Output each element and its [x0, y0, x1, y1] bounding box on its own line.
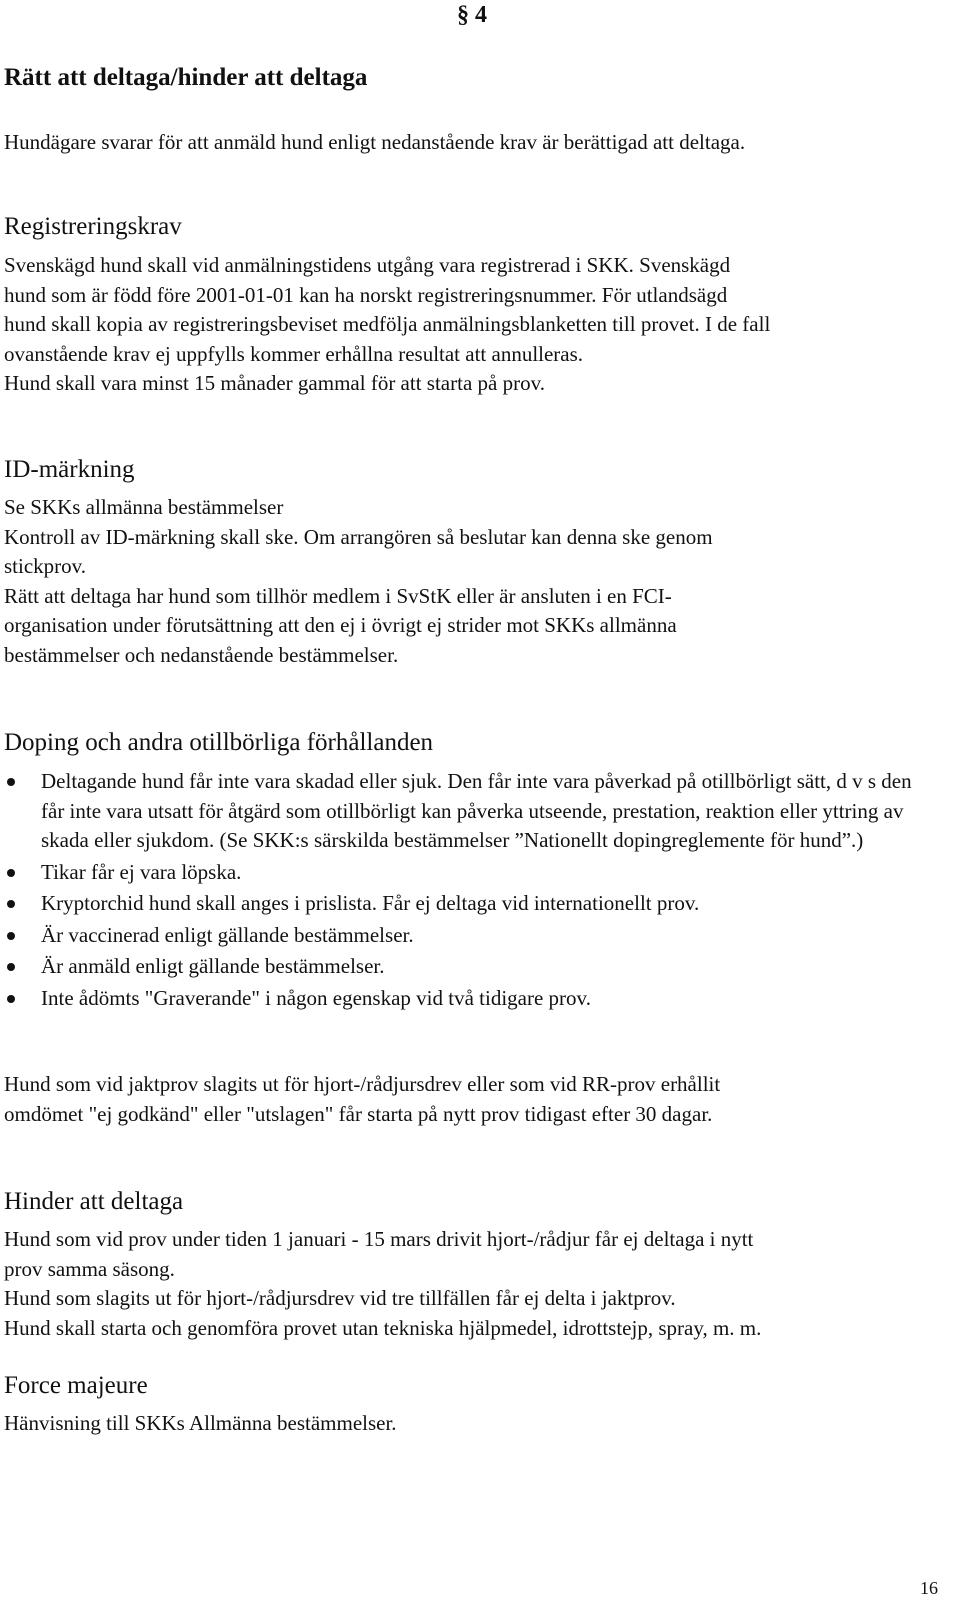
text-line: bestämmelser och nedanstående bestämmelser.: [4, 642, 399, 667]
text-line: Svenskägd hund skall vid anmälningstidens utgång vara registrerad i SKK. Svenskägd: [4, 253, 731, 277]
hinder-text: [4, 1225, 944, 1343]
list-item: [4, 984, 944, 1014]
doping-bullet-list: [4, 767, 944, 1015]
text-line: hund skall kopia av registreringsbeviset medfölja anmälningsblanketten till provet. I de fall: [4, 312, 771, 336]
text-line: Hund som slagits ut för hjort-/rådjursdrev vid tre tillfällen får ej delta i jaktprov.: [4, 1286, 676, 1310]
section-heading-force-majeure: Force majeure: [4, 1372, 148, 1399]
text-line: ovanstående krav ej uppfylls kommer erhållna resultat att annulleras.: [4, 341, 584, 366]
text-line: Hund som vid prov under tiden 1 januari - 15 mars drivit hjort-/rådjur får ej deltaga i nytt: [4, 1227, 754, 1251]
section-heading-registration: Registreringskrav: [4, 213, 182, 240]
list-item: [4, 858, 944, 888]
list-item: [4, 767, 936, 856]
bullet-icon: [7, 900, 15, 908]
intro-text: [4, 128, 944, 158]
list-item: [4, 921, 944, 951]
list-item-text: Är vaccinerad enligt gällande bestämmelser.: [41, 922, 414, 947]
text-line: omdömet "ej godkänd" eller "utslagen" får starta på nytt prov tidigast efter 30 dagar.: [4, 1101, 713, 1126]
registration-text: [4, 251, 944, 399]
list-item-text: Tikar får ej vara löpska.: [41, 859, 242, 884]
list-item-text: Kryptorchid hund skall anges i prislista. Får ej deltaga vid internationellt prov.: [41, 891, 700, 915]
page-number: 16: [920, 1578, 938, 1598]
list-item: [4, 952, 944, 982]
text-line: hund som är född före 2001-01-01 kan ha norskt registreringsnummer. För utlandsägd: [4, 282, 728, 307]
text-line: Rätt att deltaga har hund som tillhör medlem i SvStK eller är ansluten i en FCI-: [4, 583, 672, 608]
list-item-text: Deltagande hund får inte vara skadad eller sjuk. Den får inte vara påverkad på otillbörligt sätt, d v s den får inte vara utsatt för åtgärd som otillbörligt kan påverka utseende, prestation, reaktion eller yttring av skada eller sjukdom. (Se SKK:s särskilda bestämmelser ”Nationellt dopingreglemente för hund”.): [41, 769, 912, 852]
text-line: Kontroll av ID-märkning skall ske. Om arrangören så beslutar kan denna ske genom: [4, 524, 713, 549]
list-item: [4, 889, 944, 919]
list-item-text: Inte ådömts "Graverande" i någon egenskap vid två tidigare prov.: [41, 985, 591, 1010]
text-line: Hund skall vara minst 15 månader gammal för att starta på prov.: [4, 371, 545, 395]
bullet-icon: [7, 778, 15, 786]
bullet-icon: [7, 869, 15, 877]
text-line: prov samma säsong.: [4, 1256, 175, 1281]
text-line: Hänvisning till SKKs Allmänna bestämmelser.: [4, 1411, 397, 1435]
paragraph-mark: § 4: [457, 2, 487, 28]
text-line: Hundägare svarar för att anmäld hund enligt nedanstående krav är berättigad att deltaga.: [4, 130, 746, 154]
section-heading-id-marking: ID-märkning: [4, 456, 135, 483]
text-line: Se SKKs allmänna bestämmelser: [4, 495, 284, 519]
section-heading-intro: Rätt att deltaga/hinder att deltaga: [4, 64, 368, 91]
section-heading-hinder: Hinder att deltaga: [4, 1188, 184, 1215]
text-line: organisation under förutsättning att den ej i övrigt ej strider mot SKKs allmänna: [4, 613, 677, 637]
bullet-icon: [7, 963, 15, 971]
list-item-text: Är anmäld enligt gällande bestämmelser.: [41, 954, 385, 978]
bullet-icon: [7, 932, 15, 940]
section-heading-doping: Doping och andra otillbörliga förhållanden: [4, 729, 434, 756]
force-majeure-text: [4, 1409, 944, 1439]
text-line: stickprov.: [4, 554, 87, 578]
id-marking-text: [4, 493, 944, 670]
bullet-icon: [7, 995, 15, 1003]
text-line: Hund som vid jaktprov slagits ut för hjort-/rådjursdrev eller som vid RR-prov erhållit: [4, 1072, 721, 1096]
text-line: Hund skall starta och genomföra provet utan tekniska hjälpmedel, idrottstejp, spray, m. m.: [4, 1315, 762, 1340]
doping-after-text: [4, 1070, 944, 1129]
